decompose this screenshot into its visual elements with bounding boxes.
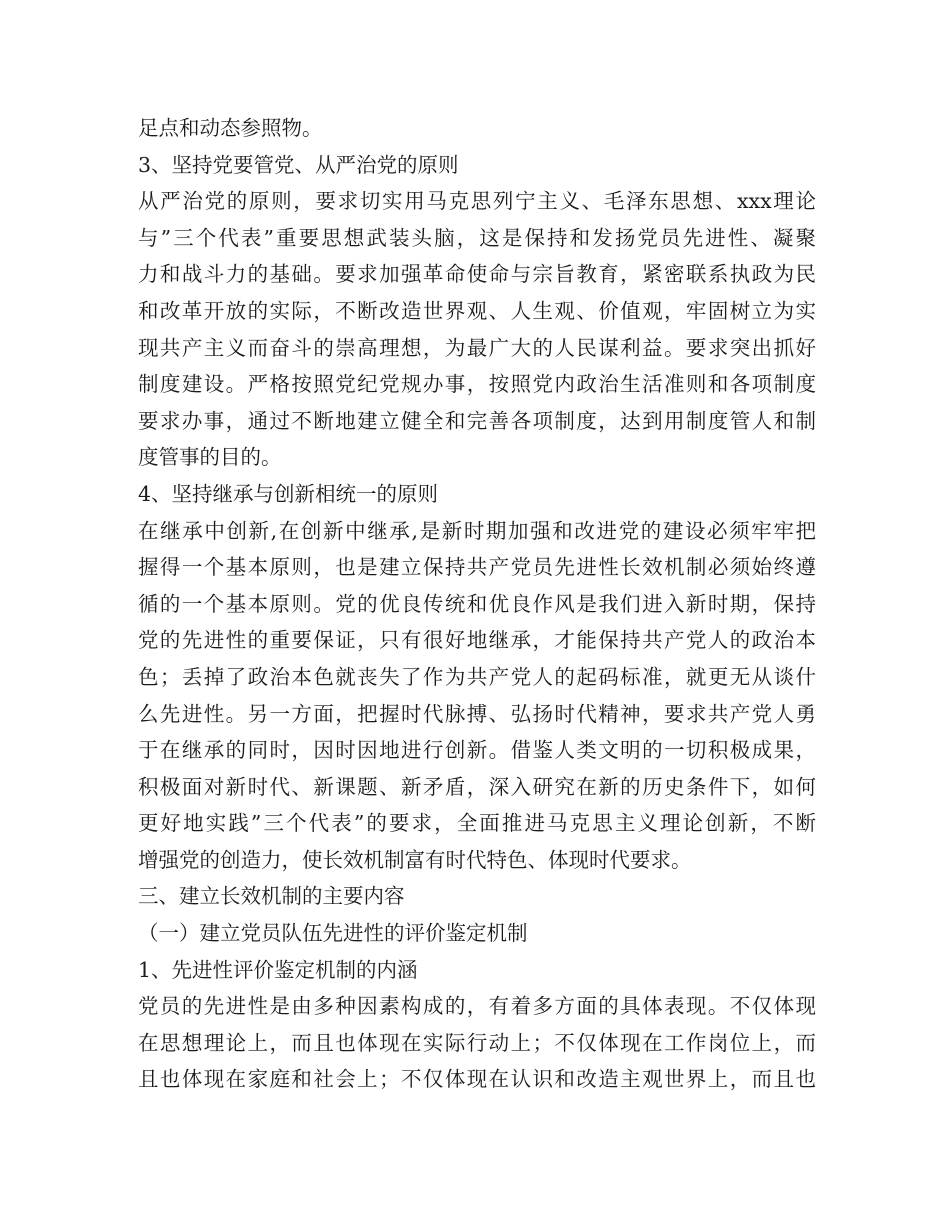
text-line: 党的先进性的重要保证，只有很好地继承，才能保持共产党人的政治本 [138, 628, 816, 653]
text-line: 积极面对新时代、新课题、新矛盾，深入研究在新的历史条件下，如何 [138, 774, 816, 799]
text-line: 握得一个基本原则，也是建立保持共产党员先进性长效机制必须始终遵 [138, 555, 816, 580]
text-line: 现共产主义而奋斗的崇高理想，为最广大的人民谋利益。要求突出抓好 [138, 335, 816, 360]
text-line: 且也体现在家庭和社会上；不仅体现在认识和改造主观世界上，而且也 [138, 1067, 816, 1092]
text-line: 与”三个代表”重要思想武装头脑，这是保持和发扬党员先进性、凝聚 [138, 225, 816, 250]
text-line: 色；丢掉了政治本色就丧失了作为共产党人的起码标准，就更无从谈什 [138, 664, 816, 689]
text-line: 制度建设。严格按照党纪党规办事，按照党内政治生活准则和各项制度 [138, 372, 816, 397]
text-line: 党员的先进性是由多种因素构成的，有着多方面的具体表现。不仅体现 [138, 994, 816, 1019]
text-line: 从严治党的原则，要求切实用马克思列宁主义、毛泽东思想、xxx理论 [138, 189, 816, 214]
section-heading: 4、坚持继承与创新相统一的原则 [138, 481, 439, 506]
text-line: 在思想理论上，而且也体现在实际行动上；不仅体现在工作岗位上，而 [138, 1030, 816, 1055]
text-line: 要求办事，通过不断地建立健全和完善各项制度，达到用制度管人和制 [138, 408, 816, 433]
text-line: 在继承中创新,在创新中继承,是新时期加强和改进党的建设必须牢牢把 [138, 518, 816, 543]
text-line: 足点和动态参照物。 [138, 116, 323, 140]
text-line: 增强党的创造力，使长效机制富有时代特色、体现时代要求。 [138, 847, 692, 872]
text-line: 么先进性。另一方面，把握时代脉搏、弘扬时代精神，要求共产党人勇 [138, 701, 816, 726]
text-line: 于在继承的同时，因时因地进行创新。借鉴人类文明的一切积极成果， [138, 738, 816, 763]
document-body [138, 110, 816, 1098]
subsection-heading: （一）建立党员队伍先进性的评价鉴定机制 [138, 921, 528, 946]
text-line: 循的一个基本原则。党的优良传统和优良作风是我们进入新时期，保持 [138, 591, 816, 616]
text-line: 更好地实践”三个代表”的要求，全面推进马克思主义理论创新，不断 [138, 811, 816, 836]
section-heading: 三、建立长效机制的主要内容 [138, 884, 405, 909]
section-heading: 1、先进性评价鉴定机制的内涵 [138, 957, 418, 982]
text-line: 力和战斗力的基础。要求加强革命使命与宗旨教育，紧密联系执政为民 [138, 262, 816, 287]
section-heading: 3、坚持党要管党、从严治党的原则 [138, 152, 459, 177]
text-line: 和改革开放的实际，不断改造世界观、人生观、价值观，牢固树立为实 [138, 298, 816, 323]
text-line: 度管事的目的。 [138, 445, 282, 470]
